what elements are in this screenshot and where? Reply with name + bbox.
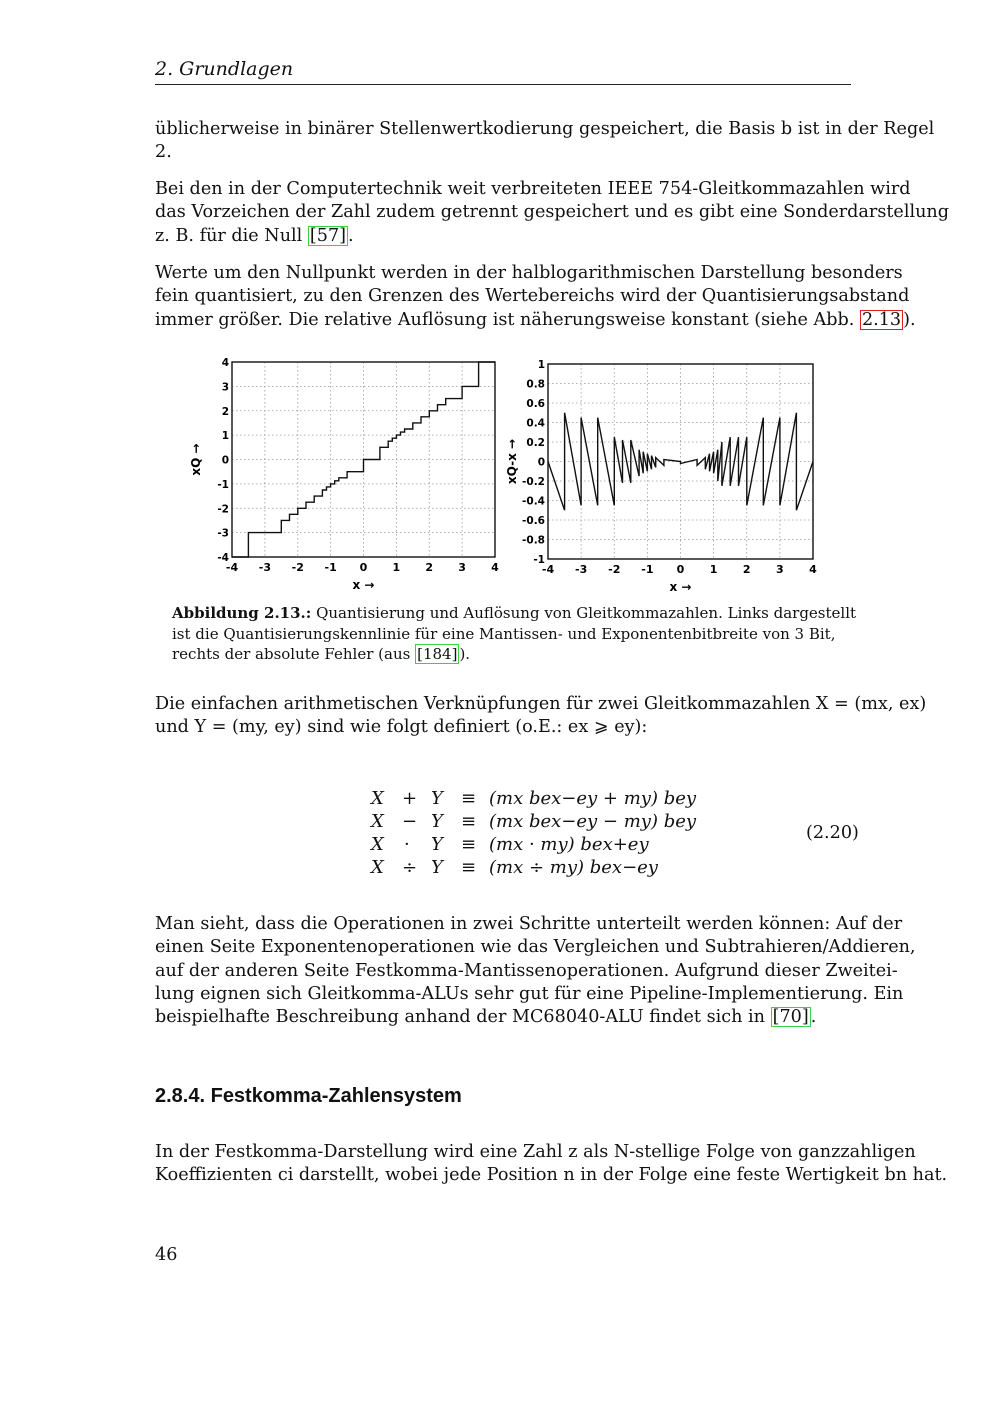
chart-abs-error xyxy=(500,352,830,597)
x-tick-label: -2 xyxy=(291,561,304,574)
y-tick-label: -3 xyxy=(217,527,229,540)
y-tick-label: 0 xyxy=(221,454,229,467)
x-tick-label: 1 xyxy=(392,561,401,574)
page-number: 46 xyxy=(155,1245,178,1265)
x-tick-label: 3 xyxy=(776,563,784,576)
x-axis-label: x → xyxy=(352,578,375,592)
paragraph-line: das Vorzeichen der Zahl zudem getrennt gespeichert und es gibt eine Sonderdarstellung xyxy=(155,202,950,223)
x-tick-label: -2 xyxy=(608,563,621,576)
x-axis-label: x → xyxy=(669,580,692,594)
x-tick-label: 3 xyxy=(458,561,466,574)
x-tick-label: 4 xyxy=(809,563,817,576)
y-tick-label: 0.6 xyxy=(526,398,545,410)
eq-lhs: X xyxy=(371,788,384,809)
page-header xyxy=(155,58,851,85)
x-tick-label: -1 xyxy=(324,561,337,574)
text: . xyxy=(810,1007,817,1028)
equation-number: (2.20) xyxy=(806,823,859,843)
eq-expr: (mx bex−ey − my) bey xyxy=(489,811,697,832)
y-tick-label: -1 xyxy=(533,554,545,566)
y-tick-label: 0 xyxy=(537,456,545,469)
eq-equiv: ≡ xyxy=(461,857,477,878)
paragraph-line: Die einfachen arithmetischen Verknüpfungen für zwei Gleitkommazahlen X = (mx, ex) xyxy=(155,694,927,714)
text: . xyxy=(348,225,354,246)
equation-row xyxy=(365,857,665,880)
y-tick-label: -0.2 xyxy=(522,476,545,488)
paragraph-4 xyxy=(155,693,927,740)
x-tick-label: -4 xyxy=(225,561,239,574)
equation-block xyxy=(365,788,697,880)
x-tick-label: 2 xyxy=(742,563,751,576)
paragraph-line xyxy=(155,225,851,248)
paragraph-line: Werte um den Nullpunkt werden in der halblogarithmischen Darstellung besonders xyxy=(155,263,903,283)
section-heading: 2.8.4. Festkomma-Zahlensystem xyxy=(155,1085,462,1107)
citation-link[interactable]: [57] xyxy=(309,225,347,246)
eq-expr: (mx · my) bex+ey xyxy=(489,834,649,855)
paragraph-line: In der Festkomma-Darstellung wird eine Zahl z als N-stellige Folge von ganzzahligen xyxy=(155,1142,916,1162)
paragraph-line: fein quantisiert, zu den Grenzen des Wertebereichs wird der Quantisierungsabstand xyxy=(155,286,910,307)
equation-row xyxy=(365,788,697,811)
figure-caption xyxy=(172,603,857,665)
equation-row xyxy=(365,834,665,857)
eq-op: − xyxy=(402,811,418,832)
eq-op: ÷ xyxy=(402,857,418,878)
y-axis-label: xQ → xyxy=(189,443,203,476)
text: z. B. für die Null xyxy=(155,225,308,246)
paragraph-line: üblicherweise in binärer Stellenwertkodierung gespeichert, die Basis b ist in der Regel xyxy=(155,119,935,139)
eq-rhs: Y xyxy=(431,857,443,878)
paragraph-line xyxy=(155,1006,851,1029)
paragraph-2 xyxy=(155,178,950,248)
chart-quantization xyxy=(180,352,500,597)
citation-link[interactable]: [184] xyxy=(417,645,458,663)
y-tick-label: -2 xyxy=(217,503,229,516)
paragraph-line: 2. xyxy=(155,142,172,163)
y-tick-label: 2 xyxy=(221,405,229,418)
y-tick-label: -1 xyxy=(217,478,229,491)
eq-rhs: Y xyxy=(431,811,443,832)
paragraph-3 xyxy=(155,262,916,332)
equation-row xyxy=(365,811,697,834)
figure-2-13 xyxy=(180,352,830,597)
paragraph-line: Man sieht, dass die Operationen in zwei Schritte unterteilt werden können: Auf der xyxy=(155,914,903,934)
caption-line xyxy=(172,603,857,624)
y-tick-label: 3 xyxy=(221,381,229,394)
eq-op: · xyxy=(404,834,410,855)
x-tick-label: 4 xyxy=(491,561,499,574)
caption-line: ist die Quantisierungskennlinie für eine Mantissen- und Exponentenbitbreite von 3 Bit, xyxy=(172,624,836,643)
x-tick-label: 1 xyxy=(709,563,718,576)
paragraph-line: Koeffizienten ci darstellt, wobei jede Position n in der Folge eine feste Wertigkeit bn hat. xyxy=(155,1165,948,1186)
paragraph-line: auf der anderen Seite Festkomma-Mantissenoperationen. Aufgrund dieser Zweitei- xyxy=(155,960,898,981)
y-tick-label: 1 xyxy=(537,359,545,371)
eq-expr: (mx ÷ my) bex−ey xyxy=(489,857,658,878)
y-tick-label: -4 xyxy=(217,552,229,564)
paragraph-line: lung eignen sich Gleitkomma-ALUs sehr gut für eine Pipeline-Implementierung. Ein xyxy=(155,983,904,1004)
x-tick-label: -1 xyxy=(641,563,654,576)
caption-label: Abbildung 2.13.: xyxy=(172,604,312,622)
y-axis-label: xQ-x → xyxy=(505,438,519,485)
text: Quantisierung und Auflösung von Gleitkommazahlen. Links dargestellt xyxy=(311,604,857,622)
text: ). xyxy=(903,309,916,330)
text: immer größer. Die relative Auflösung ist näherungsweise konstant (siehe Abb. xyxy=(155,309,860,330)
eq-rhs: Y xyxy=(431,834,443,855)
x-tick-label: -3 xyxy=(258,561,271,574)
paragraph-line: Bei den in der Computertechnik weit verbreiteten IEEE 754-Gleitkommazahlen wird xyxy=(155,179,911,199)
text: rechts der absolute Fehler (aus xyxy=(172,645,416,663)
eq-rhs: Y xyxy=(431,788,443,809)
text: ). xyxy=(459,645,471,663)
x-tick-label: 2 xyxy=(425,561,434,574)
x-tick-label: -4 xyxy=(541,563,555,576)
eq-op: + xyxy=(402,788,418,809)
figure-link[interactable]: 2.13 xyxy=(861,309,902,330)
caption-line xyxy=(172,644,834,665)
y-tick-label: 1 xyxy=(221,430,229,443)
x-tick-label: -3 xyxy=(575,563,588,576)
paragraph-6 xyxy=(155,1141,948,1188)
x-tick-label: 0 xyxy=(676,563,685,576)
paragraph-1 xyxy=(155,118,935,165)
eq-lhs: X xyxy=(371,857,384,878)
y-tick-label: 0.2 xyxy=(526,437,545,449)
y-tick-label: 4 xyxy=(221,357,229,369)
paragraph-line xyxy=(155,309,916,332)
eq-lhs: X xyxy=(371,834,384,855)
paragraph-line: einen Seite Exponentenoperationen wie das Vergleichen und Subtrahieren/Addieren, xyxy=(155,937,916,958)
x-tick-label: 0 xyxy=(359,561,368,574)
paragraph-line: und Y = (my, ey) sind wie folgt definiert (o.E.: ex ⩾ ey): xyxy=(155,717,648,738)
y-tick-label: -0.6 xyxy=(522,515,545,527)
eq-equiv: ≡ xyxy=(461,834,477,855)
y-tick-label: -0.8 xyxy=(522,534,545,547)
eq-lhs: X xyxy=(371,811,384,832)
y-tick-label: 0.4 xyxy=(526,417,545,430)
eq-expr: (mx bex−ey + my) bey xyxy=(489,788,697,809)
eq-equiv: ≡ xyxy=(461,811,477,832)
chapter-title: 2. Grundlagen xyxy=(155,58,294,80)
y-tick-label: 0.8 xyxy=(526,378,545,391)
eq-equiv: ≡ xyxy=(461,788,477,809)
y-tick-label: -0.4 xyxy=(522,495,545,508)
text: beispielhafte Beschreibung anhand der MC68040-ALU findet sich in xyxy=(155,1007,771,1028)
paragraph-5 xyxy=(155,913,916,1029)
citation-link[interactable]: [70] xyxy=(772,1007,809,1028)
